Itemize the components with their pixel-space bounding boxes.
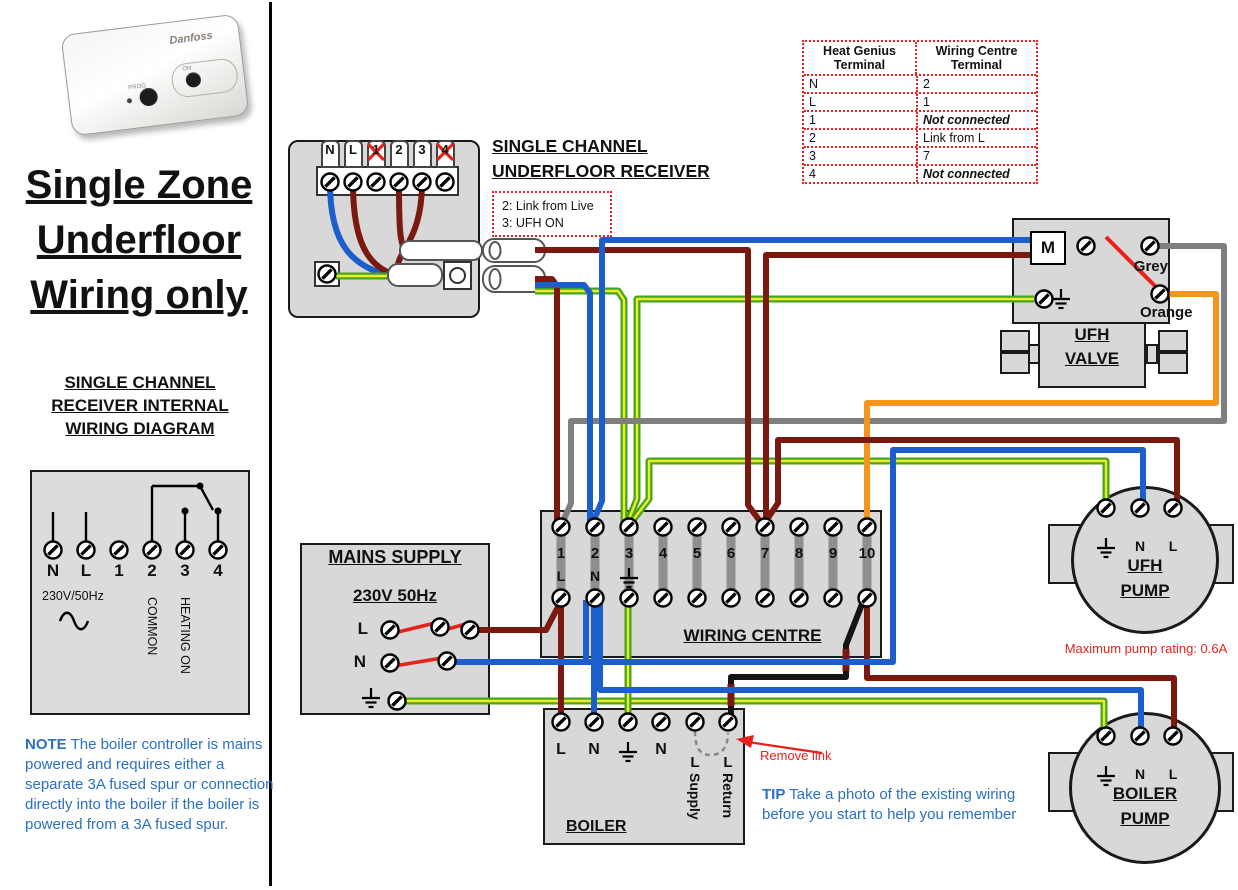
mains-neutral-label: N (353, 652, 366, 671)
relay-contact-dots (182, 483, 222, 515)
valve-motor-label: M (1040, 238, 1056, 257)
wc-terminal-number: 6 (726, 545, 736, 562)
boiler-link-to-remove (695, 731, 728, 755)
wiring-centre-terminal-bars (557, 534, 872, 600)
boiler-neutral-label: N (588, 741, 600, 758)
valve-name-line2: VALVE (1064, 349, 1120, 368)
page-title: Single Zone Underfloor Wiring only (25, 163, 253, 317)
mains-title: MAINS SUPPLY (328, 547, 462, 567)
receiver-terminal-label: N (325, 142, 335, 157)
ac-sine-icon (60, 613, 88, 630)
table-row: 3 7 (804, 146, 1036, 164)
boiler-pump-live-label: L (1168, 766, 1178, 782)
receiver-terminal-label: 4 (441, 142, 449, 157)
ufh-pump-name-line2: PUMP (1120, 581, 1170, 600)
mains-live-label: L (357, 619, 368, 638)
table-row: 4 Not connected (804, 164, 1036, 182)
boiler-return-l-label: L (723, 754, 733, 771)
wc-terminal-number: 8 (794, 545, 804, 562)
remove-link-label: Remove link (760, 748, 832, 763)
table-header: Wiring Centre Terminal (915, 42, 1036, 74)
callout-line: 2: Link from Live (502, 199, 594, 213)
internal-terminal-label: 1 (114, 561, 124, 580)
valve-name-line1: UFH (1074, 325, 1110, 344)
table-row: N 2 (804, 74, 1036, 92)
internal-terminal-label: 4 (213, 561, 223, 580)
boiler-pump-name-line2: PUMP (1120, 809, 1170, 828)
note-lead: NOTE (25, 736, 67, 753)
heating-on-label: HEATING ON (178, 597, 192, 674)
earth-icons (362, 289, 1115, 785)
wc-terminal-number: 9 (828, 545, 838, 562)
wc-terminal-number: 1 (556, 545, 566, 562)
table-header-row (804, 42, 1036, 74)
receiver-terminal-label: 1 (372, 142, 380, 157)
table-row: L 1 (804, 92, 1036, 110)
wc-terminal-number: 5 (692, 545, 702, 562)
wc-terminal-number: 7 (760, 545, 770, 562)
internal-terminal-label: N (46, 561, 60, 580)
terminal-mapping-table (802, 40, 1038, 184)
callout-line: 3: UFH ON (502, 216, 564, 230)
wc-live-sublabel: L (556, 568, 566, 584)
internal-terminal-label: L (80, 561, 92, 580)
tip-paragraph (762, 785, 1052, 825)
boiler-pump-name-line1: BOILER (1112, 784, 1178, 803)
valve-motor-box (1030, 231, 1066, 265)
table-header: Heat Genius Terminal (823, 44, 896, 72)
prog-button-label: PROG (128, 83, 147, 92)
danfoss-logo: Danfoss (168, 29, 214, 47)
relay-contact-drawing (53, 486, 218, 629)
boiler-return-label: Return (720, 773, 736, 819)
boiler-supply-label: Supply (687, 773, 703, 820)
receiver-heading: SINGLE CHANNEL UNDERFLOOR RECEIVER (492, 136, 710, 181)
boiler-supply-l-label: L (690, 754, 700, 771)
valve-grey-label: Grey (1133, 258, 1168, 275)
cable-sheaths (388, 239, 545, 292)
receiver-callout-box (492, 191, 612, 237)
wc-terminal-number: 10 (858, 545, 876, 562)
internal-voltage-label: 230V/50Hz (42, 589, 104, 603)
wc-terminal-number: 3 (624, 545, 634, 562)
internal-terminal-label: 2 (147, 561, 157, 580)
receiver-internal-wires (330, 183, 422, 277)
internal-diagram-heading: SINGLE CHANNEL RECEIVER INTERNAL WIRING DIAGRAM (51, 373, 229, 438)
tip-lead: TIP (762, 786, 786, 803)
wiring-centre-label: WIRING CENTRE (683, 626, 822, 645)
pump-rating-label: Maximum pump rating: 0.6A (1064, 641, 1228, 656)
boiler-neutral2-label: N (655, 741, 667, 758)
receiver-terminal-label: 2 (395, 142, 403, 157)
tip-text: Take a photo of the existing wiring before you start to help you remember (762, 786, 1017, 823)
table-row: 1 Not connected (804, 110, 1036, 128)
note-text: The boiler controller is mains powered and requires either a separate 3A fused spur or connection directly into the boiler if the boiler is powered from a 3A fused spur. (25, 736, 274, 833)
boiler-label: BOILER (566, 818, 627, 835)
wc-terminal-number: 2 (590, 545, 600, 562)
receiver-terminal-label: L (349, 142, 357, 157)
wc-terminal-number: 4 (658, 545, 668, 562)
on-button-label: ON (182, 65, 192, 73)
ufh-pump-neutral-label: N (1134, 538, 1146, 554)
neutral-wires (447, 240, 1143, 735)
ufh-pump-live-label: L (1168, 538, 1178, 554)
valve-orange-label: Orange (1140, 304, 1193, 321)
mains-voltage: 230V 50Hz (352, 586, 438, 605)
internal-terminal-label: 3 (180, 561, 190, 580)
receiver-terminal-label: 3 (418, 142, 426, 157)
common-label: COMMON (145, 597, 159, 656)
wc-neutral-sublabel: N (589, 568, 601, 584)
ufh-pump-name-line1: UFH (1127, 556, 1163, 575)
note-paragraph (25, 735, 275, 835)
table-row: 2 Link from L (804, 128, 1036, 146)
boiler-pump-neutral-label: N (1134, 766, 1146, 782)
boiler-live-label: L (556, 741, 566, 758)
